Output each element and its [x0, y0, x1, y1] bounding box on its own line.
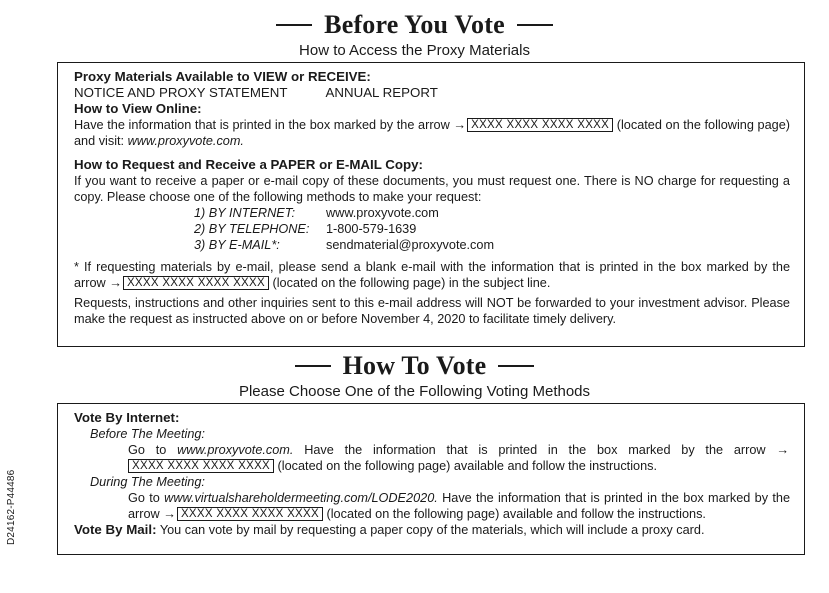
- proxy-materials-box: [57, 62, 805, 347]
- proxyvote-link[interactable]: www.proxyvote.com.: [127, 134, 244, 148]
- virtual-meeting-link[interactable]: www.virtualshareholdermeeting.com/LODE2020.: [164, 491, 438, 505]
- page-subtitle: How to Access the Proxy Materials: [299, 42, 530, 59]
- method-internet: 1) BY INTERNET: www.proxyvote.com: [194, 206, 439, 220]
- document-code: D24162-P44486: [6, 469, 17, 545]
- view-online-heading: How to View Online:: [74, 101, 202, 116]
- vote-mail-line: [74, 522, 790, 538]
- title-rule-right: [498, 365, 534, 367]
- control-number-box: XXXX XXXX XXXX XXXX: [467, 118, 613, 132]
- request-methods: [194, 205, 790, 253]
- method-telephone: 2) BY TELEPHONE: 1-800-579-1639: [194, 222, 417, 236]
- arrow-icon: →: [109, 276, 122, 290]
- method-email: 3) BY E-MAIL*: sendmaterial@proxyvote.com: [194, 238, 495, 252]
- arrow-icon: →: [776, 443, 790, 457]
- before-you-vote-header: [0, 10, 829, 59]
- title-rule-right: [517, 24, 553, 26]
- view-online-text: Have the information that is printed in the box marked by the arrow → XXXX XXXX XXXX XXXX (located on the following page) and visit: www.proxyvote.com.: [74, 118, 790, 148]
- during-meeting-text: Go to www.virtualshareholdermeeting.com/LODE2020. Have the information that is printed in the box marked by the arrow → XXXX XXXX XXXX XXXX (located on the following page) available and follow the instructions.: [128, 491, 791, 521]
- doc-annual-report: ANNUAL REPORT: [325, 85, 438, 100]
- vote-internet-heading: Vote By Internet:: [74, 410, 180, 425]
- available-heading: Proxy Materials Available to VIEW or RECEIVE:: [74, 69, 371, 84]
- vote-mail-heading: Vote By Mail:: [74, 522, 157, 537]
- title-rule-left: [295, 365, 331, 367]
- title-rule-left: [276, 24, 312, 26]
- arrow-icon: →: [453, 118, 467, 132]
- page-title: Before You Vote: [324, 10, 505, 39]
- documents-line: [74, 85, 790, 101]
- voting-methods-box: [57, 403, 805, 555]
- arrow-icon: →: [163, 507, 176, 521]
- before-meeting-label: Before The Meeting:: [90, 427, 205, 441]
- how-to-vote-header: [0, 351, 829, 400]
- email-note: * If requesting materials by e-mail, please send a blank e-mail with the information that is printed in the box marked by the arrow → XXXX XXXX XXXX XXXX (located on the following page) in the subject line.: [74, 260, 790, 290]
- control-number-box: XXXX XXXX XXXX XXXX: [128, 459, 274, 473]
- doc-notice: NOTICE AND PROXY STATEMENT: [74, 85, 288, 100]
- before-meeting-text: Go to www.proxyvote.com. Have the information that is printed in the box marked by the arrow →XXXX XXXX XXXX XXXX (located on the following page) available and follow the instructions.: [128, 443, 790, 473]
- control-number-box: XXXX XXXX XXXX XXXX: [123, 276, 269, 290]
- request-text: If you want to receive a paper or e-mail copy of these documents, you must request one. There is NO charge for requesting a copy. Please choose one of the following methods to make your request:: [74, 174, 790, 204]
- vote-mail-text: You can vote by mail by requesting a paper copy of the materials, which will include a proxy card.: [159, 523, 705, 537]
- request-heading: How to Request and Receive a PAPER or E-MAIL Copy:: [74, 157, 423, 172]
- section-subtitle: Please Choose One of the Following Voting Methods: [238, 383, 591, 400]
- proxyvote-link[interactable]: www.proxyvote.com.: [177, 443, 294, 457]
- control-number-box: XXXX XXXX XXXX XXXX: [177, 507, 323, 521]
- during-meeting-label: During The Meeting:: [90, 475, 205, 489]
- closing-text: Requests, instructions and other inquiries sent to this e-mail address will NOT be forwarded to your investment advisor. Please make the request as instructed above on or before November 4, 2020 to facilitate timely delivery.: [74, 296, 790, 326]
- section-title: How To Vote: [342, 351, 487, 380]
